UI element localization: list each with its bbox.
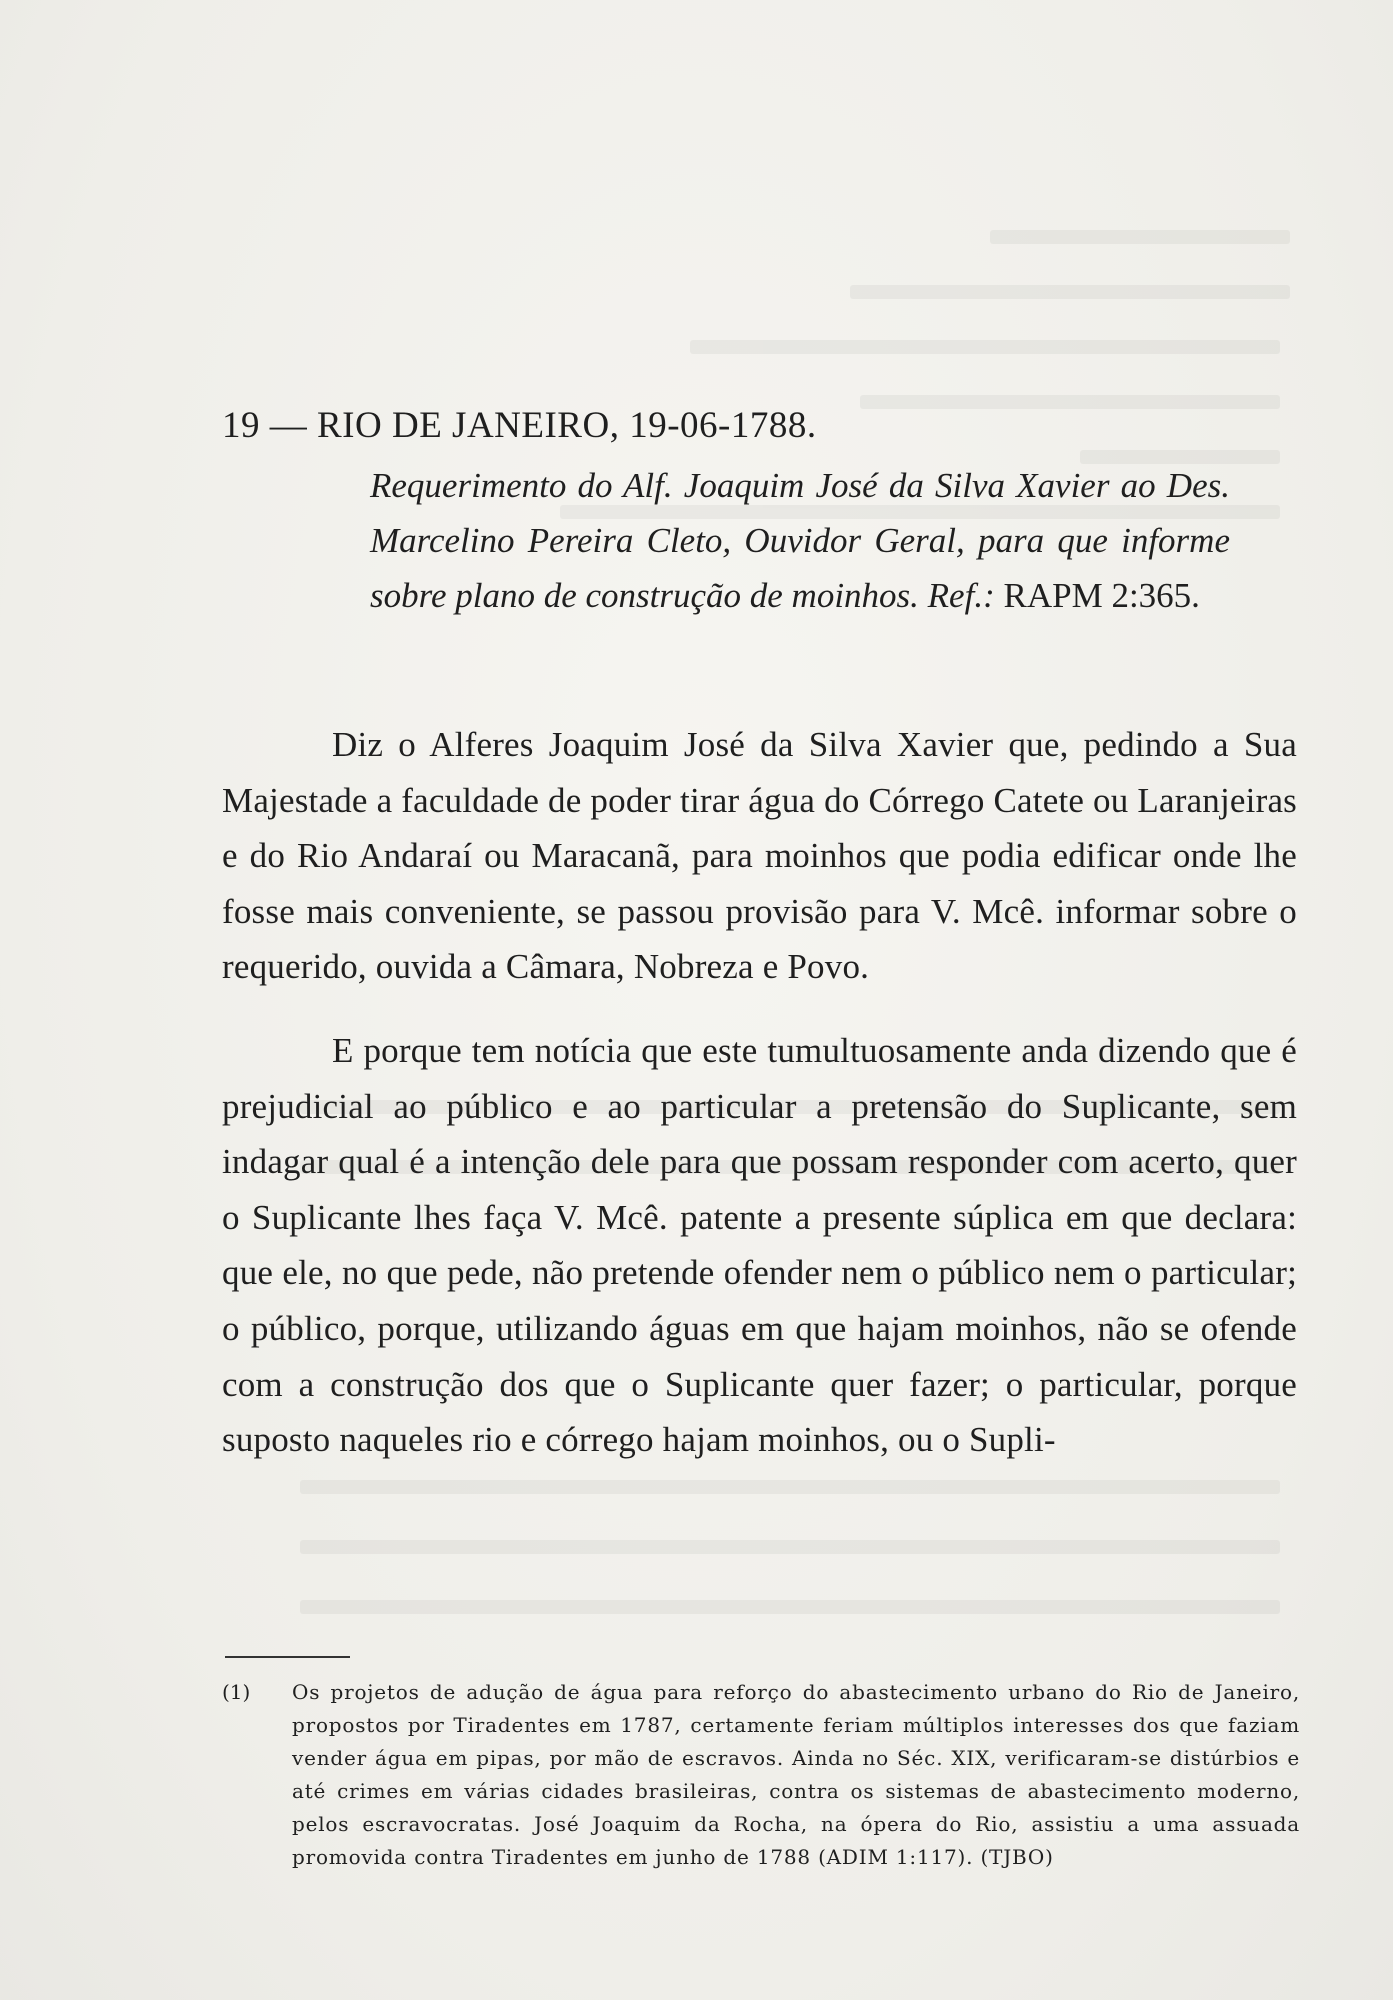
document-body bbox=[222, 717, 1297, 1496]
summary-text: Requerimento do Alf. Joaquim José da Silva Xavier ao Des. Marcelino Pereira Cleto, Ouvidor Geral, para que informe sobre plano de construção de moinhos. Ref.: bbox=[370, 466, 1230, 615]
document-summary bbox=[370, 458, 1230, 623]
footnote-text: Os projetos de adução de água para reforço do abastecimento urbano do Rio de Janeiro, propostos por Tiradentes em 1787, certamente feriam múltiplos interesses dos que faziam vender água em pipas, por mão de escravos. Ainda no Séc. XIX, verificaram-se distúrbios e até crimes em várias cidades brasileiras, contra os sistemas de abastecimento moderno, pelos escravocratas. José Joaquim da Rocha, na ópera do Rio, assistiu a uma assuada promovida contra Tiradentes em junho de 1788 (ADIM 1:117). (TJBO) bbox=[292, 1680, 1300, 1869]
footnote-divider bbox=[225, 1656, 350, 1658]
footnote bbox=[222, 1676, 1300, 1874]
paragraph-2: E porque tem notícia que este tumultuosamente anda dizendo que é prejudicial ao público e ao particular a pretensão do Suplicante, sem indagar qual é a intenção dele para que possam responder com acerto, quer o Suplicante lhes faça V. Mcê. patente a presente súplica em que declara: que ele, no que pede, não pretende ofender nem o público nem o particular; o público, porque, utilizando águas em que hajam moinhos, não se ofende com a construção dos que o Suplicante quer fazer; o particular, porque suposto naqueles rio e córrego hajam moinhos, ou o Supli- bbox=[222, 1030, 1297, 1460]
summary-reference: RAPM 2:365. bbox=[994, 576, 1200, 615]
footnote-number: (1) bbox=[222, 1680, 251, 1704]
paragraph-1: Diz o Alferes Joaquim José da Silva Xavier que, pedindo a Sua Majestade a faculdade de poder tirar água do Córrego Catete ou Laranjeiras e do Rio Andaraí ou Maracanã, para moinhos que podia edificar onde lhe fosse mais conveniente, se passou provisão para V. Mcê. informar sobre o requerido, ouvida a Câmara, Nobreza e Povo. bbox=[222, 725, 1298, 987]
document-title: 19 — RIO DE JANEIRO, 19-06-1788. bbox=[222, 405, 817, 446]
document-header bbox=[222, 400, 1302, 623]
